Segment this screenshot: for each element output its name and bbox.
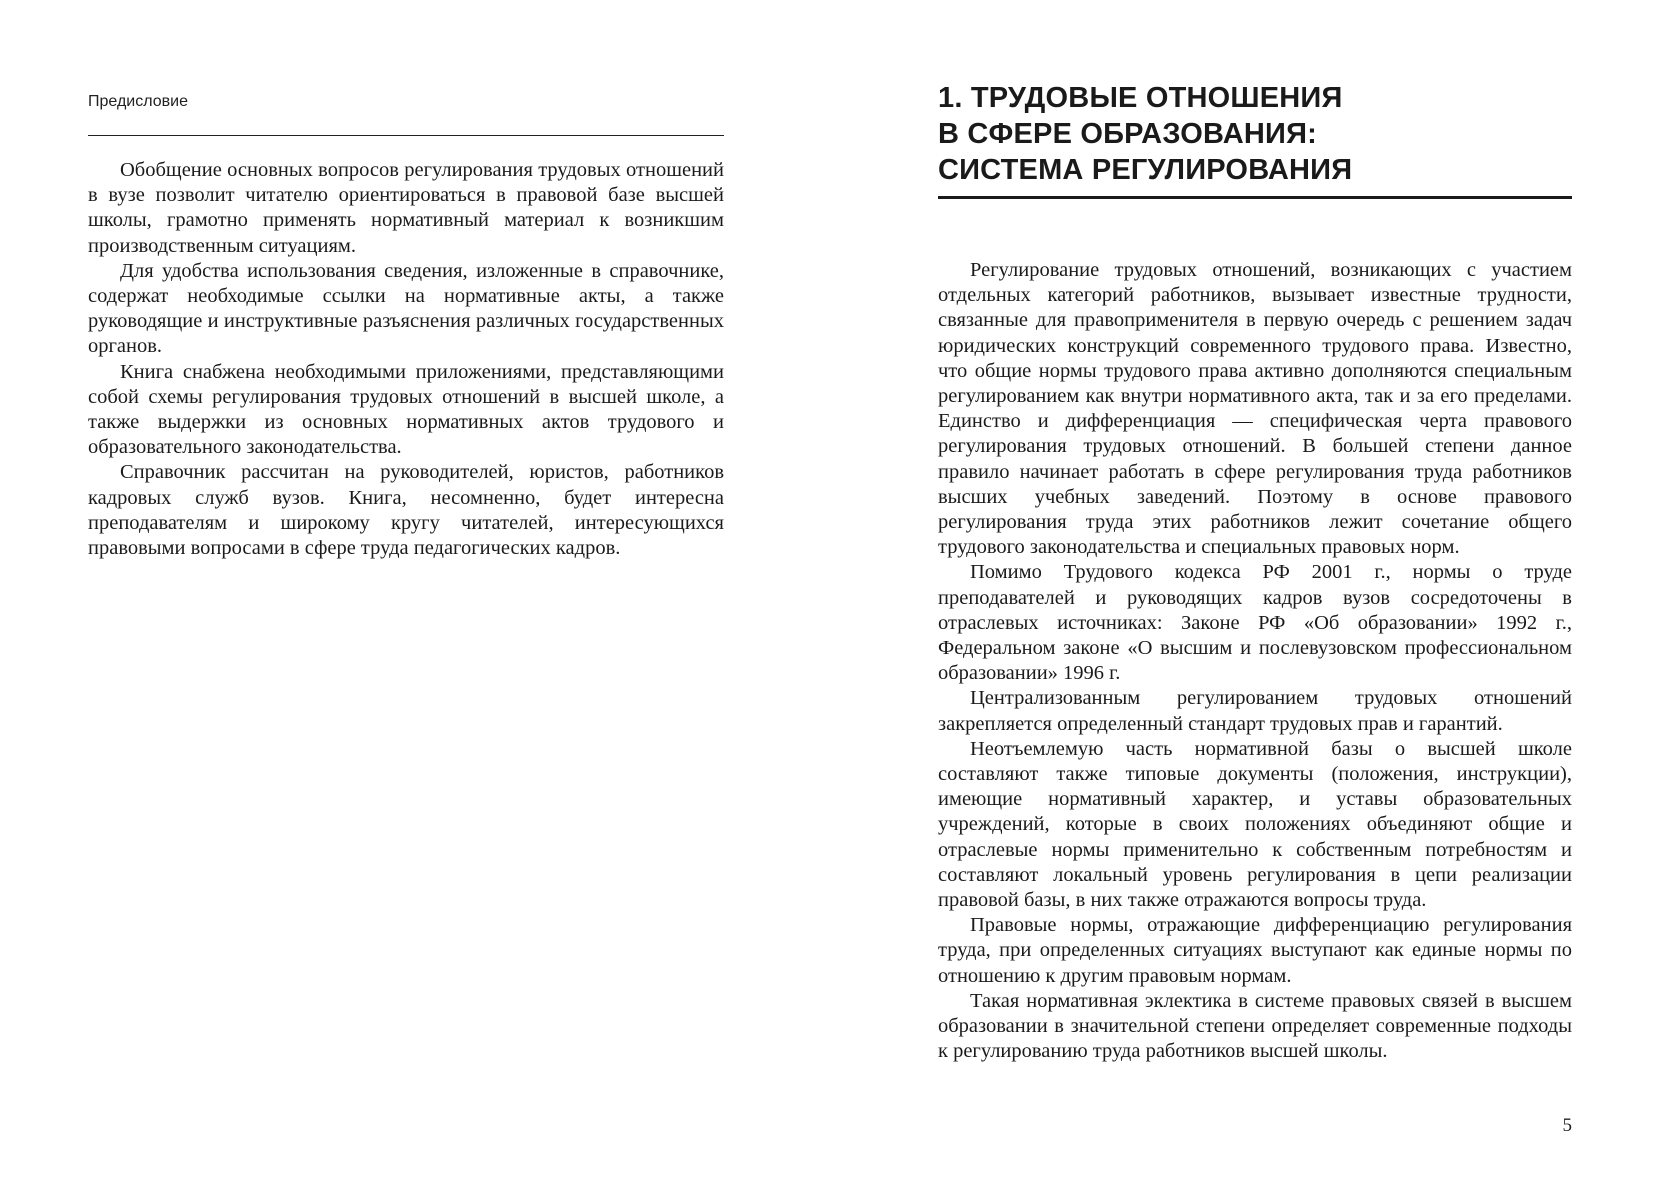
paragraph: Обобщение основных вопросов регулирования трудовых отношений в вузе позволит читателю ориентироваться в правовой базе высшей школы, грамотно применять нормативный материал к возникшим производственным ситуациям. xyxy=(88,159,724,257)
paragraph: Справочник рассчитан на руководителей, юристов, работников кадровых служб вузов. Книга, несомненно, будет интересна преподавателям и широкому кругу читателей, интересующихся правовыми вопросами в сфере труда педагогических кадров. xyxy=(88,461,724,560)
paragraph: Централизованным регулированием трудовых отношений закрепляется определенный стандарт трудовых прав и гарантий. xyxy=(938,687,1572,735)
chapter-title-line: 1. ТРУДОВЫЕ ОТНОШЕНИЯ xyxy=(938,82,1343,114)
right-page-body xyxy=(938,258,1572,1065)
left-page xyxy=(88,0,724,1199)
paragraph: Такая нормативная эклектика в системе правовых связей в высшем образовании в значительной степени определяет современные подходы к регулированию труда работников высшей школы. xyxy=(938,989,1572,1063)
left-page-body xyxy=(88,158,724,561)
running-head: Предисловие xyxy=(88,93,188,110)
paragraph: Помимо Трудового кодекса РФ 2001 г., нормы о труде преподавателей и руководящих кадров вузов сосредоточены в отраслевых источниках: Законе РФ «Об образовании» 1992 г., Федеральном законе «О высшим и послевузовском профессиональном образовании» 1996 г. xyxy=(938,561,1572,685)
chapter-title-rule xyxy=(938,196,1572,199)
paragraph: Для удобства использования сведения, изложенные в справочнике, содержат необходимые ссылки на нормативные акты, а также руководящие и инструктивные разъяснения различных государственных органов. xyxy=(88,259,724,358)
chapter-title xyxy=(938,80,1572,188)
right-page xyxy=(938,0,1572,1199)
paragraph: Регулирование трудовых отношений, возникающих с участием отдельных категорий работников, вызывает известные трудности, связанные для правоприменителя в первую очередь с решением задач юридических конструкций современного трудового права. Известно, что общие нормы трудового права активно дополняются специальным регулированием как внутри нормативного акта, так и за его пределами. Единство и дифференциация — специфическая черта правового регулирования трудовых отношений. В большей степени данное правило начинает работать в сфере регулирования труда работников высших учебных заведений. Поэтому в основе правового регулирования труда этих работников лежит сочетание общего трудового законодательства и специальных правовых норм. xyxy=(938,259,1572,559)
paragraph: Книга снабжена необходимыми приложениями, представляющими собой схемы регулирования трудовых отношений в высшей школе, а также выдержки из основных нормативных актов трудового и образовательного законодательства. xyxy=(88,360,724,459)
paragraph: Неотъемлемую часть нормативной базы о высшей школе составляют также типовые документы (положения, инструкции), имеющие нормативный характер, и уставы образовательных учреждений, которые в своих положениях объединяют общие и отраслевые нормы применительно к собственным потребностям и составляют локальный уровень регулирования в цепи реализации правовой базы, в них также отражаются вопросы труда. xyxy=(938,737,1572,912)
page-number: 5 xyxy=(1562,1115,1572,1136)
chapter-title-line: СИСТЕМА РЕГУЛИРОВАНИЯ xyxy=(938,154,1353,186)
chapter-title-line: В СФЕРЕ ОБРАЗОВАНИЯ: xyxy=(938,118,1317,150)
header-rule xyxy=(88,135,724,136)
paragraph: Правовые нормы, отражающие дифференциацию регулирования труда, при определенных ситуациях выступают как единые нормы по отношению к другим правовым нормам. xyxy=(938,914,1572,987)
